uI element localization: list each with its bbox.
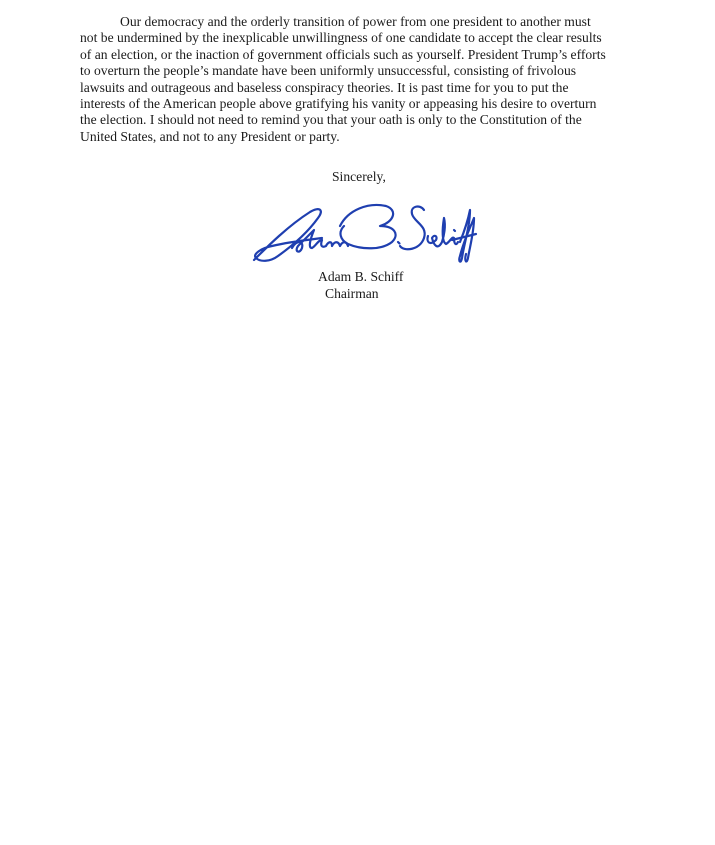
body-line: not be undermined by the inexplicable unwillingness of one candidate to accept the clear results [80,30,602,46]
body-line: United States, and not to any President or party. [80,128,340,144]
body-line: of an election, or the inaction of government officials such as yourself. President Trump’s efforts [80,46,606,62]
body-line: lawsuits and outrageous and baseless conspiracy theories. It is past time for you to put the [80,79,569,95]
closing-salutation: Sincerely, [332,169,386,184]
handwritten-signature [248,196,478,268]
body-line: the election. I should not need to remind you that your oath is only to the Constitution of the [80,112,582,128]
signatory-name: Adam B. Schiff [318,269,404,284]
body-line: Our democracy and the orderly transition of power from one president to another must [120,14,591,29]
body-line: to overturn the people’s mandate have been uniformly unsuccessful, consisting of frivolous [80,63,577,79]
signatory-title: Chairman [325,286,379,301]
body-line: interests of the American people above gratifying his vanity or appeasing his desire to overturn [80,96,597,112]
letter-body-paragraph [80,14,640,145]
